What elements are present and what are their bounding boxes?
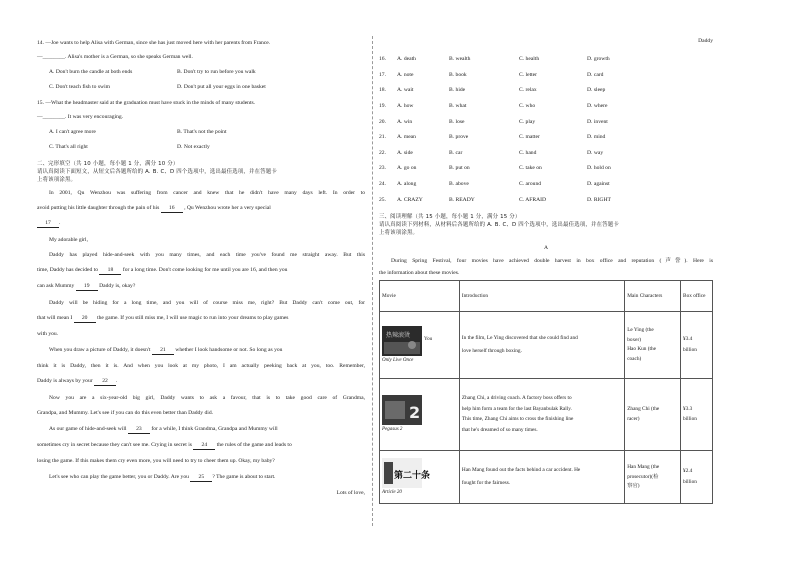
q15-option-d[interactable]: D. Not exactly — [177, 144, 210, 150]
section3-title: 三、阅读理解（共 15 小题，每小题 1 分，满分 15 分） — [379, 213, 521, 220]
svg-text:热辣滚烫: 热辣滚烫 — [386, 331, 411, 339]
option-b[interactable]: B. wealth — [449, 56, 471, 63]
option-d[interactable]: D. sleep — [587, 87, 606, 94]
option-c[interactable]: C. health — [519, 56, 540, 63]
option-c[interactable]: C. play — [519, 118, 536, 125]
poster-image-only-live-once — [382, 326, 422, 356]
option-c[interactable]: C. who — [519, 103, 536, 110]
svg-text:2: 2 — [409, 403, 421, 423]
para7-line1: Let's see who can play the game better, you or Daddy. Are you 25 ? The game is about to start. — [49, 474, 276, 480]
q15-option-c[interactable]: C. That's all right — [49, 144, 88, 150]
table-header-row — [380, 280, 713, 311]
col-header-introduction: Introduction — [459, 280, 624, 311]
poster-image-article-20 — [382, 458, 431, 488]
section2-instruction: 请认真阅读下面短文，从短文后各题所给的 A. B. C、D 四个选项中，选出最佳选项，并在答题卡 — [37, 169, 277, 175]
box-office-cell: ¥3.4 billion — [681, 311, 713, 378]
box-office-cell: ¥2.4 billion — [681, 450, 713, 503]
option-c[interactable]: C. around — [519, 181, 542, 188]
option-d[interactable]: D. card — [587, 71, 604, 78]
movie-title: Pegasus 2 — [382, 427, 403, 433]
cloze-option-row — [379, 130, 713, 146]
cloze-option-row — [379, 68, 713, 84]
blank-18[interactable]: 18 — [99, 267, 121, 275]
intro-cell: In the film, Le Ying discovered that she could find and love herself through boxing. — [459, 311, 624, 378]
letter-greeting: My adorable girl, — [49, 237, 88, 243]
option-a[interactable]: A. along — [397, 181, 417, 188]
option-d[interactable]: D. against — [587, 181, 610, 188]
section2-title: 二、完形填空（共 10 小题，每小题 1 分，满分 10 分） — [37, 161, 179, 167]
box-office-cell: ¥3.3 billion — [681, 378, 713, 450]
cloze-option-row — [379, 83, 713, 99]
q14-stem: 14. —Joe wants to help Alisa with German, since she has just moved here with her parents from France. — [37, 40, 271, 46]
movie-title: Only Live Once — [382, 357, 414, 363]
para6-line1: As our game of hide-and-seek will 23 for a while, I think Grandma, Grandpa and Mummy will — [49, 426, 278, 432]
para5-line2: Grandpa, and Mummy. Let's see if you can do this even better than Daddy did. — [37, 410, 214, 416]
option-d[interactable]: D. where — [587, 103, 608, 110]
option-b[interactable]: B. book — [449, 71, 467, 78]
option-b[interactable]: B. prove — [449, 134, 469, 141]
poster-side-text: You — [424, 337, 433, 343]
option-c[interactable]: C. letter — [519, 71, 538, 78]
option-a[interactable]: A. death — [397, 56, 416, 63]
para3-line2: that will mean I 20 the game. If you still miss me, I will use magic to run into your dreams to play games — [37, 315, 289, 321]
option-a[interactable]: A. CRAZY — [397, 196, 423, 203]
table-row — [380, 378, 713, 450]
option-c[interactable]: C. relax — [519, 87, 537, 94]
question-number: 21. — [379, 134, 386, 141]
para1-line1: In 2001, Qu Wenzhou was suffering from cancer and knew that he didn't have many days left. In order to — [49, 190, 365, 196]
question-number: 20. — [379, 118, 386, 125]
option-d[interactable]: D. hold on — [587, 165, 611, 172]
cloze-option-row — [379, 192, 713, 208]
option-a[interactable]: A. side — [397, 149, 413, 156]
movie-cell — [380, 311, 460, 378]
q15-option-a[interactable]: A. I can't agree more — [49, 129, 96, 135]
option-b[interactable]: B. hide — [449, 87, 466, 94]
col-header-movie: Movie — [380, 280, 460, 311]
para1-line2: avoid putting his little daughter through the pain of his 16 , Qu Wenzhou wrote her a very special — [37, 205, 271, 211]
q14-options-row1 — [37, 69, 365, 76]
blank-21[interactable]: 21 — [152, 347, 174, 355]
table-row — [380, 450, 713, 503]
question-number: 19. — [379, 103, 386, 110]
left-column — [37, 38, 365, 497]
movie-cell — [380, 450, 460, 503]
poster-image-pegasus-2 — [382, 395, 422, 425]
option-c[interactable]: C. AFRAID — [519, 196, 547, 203]
option-a[interactable]: A. how — [397, 103, 414, 110]
characters-cell: Zhang Chi (the racer) — [625, 378, 681, 450]
col-header-characters: Main Characters — [625, 280, 681, 311]
q14-option-b[interactable]: B. Don't try to run before you walk — [177, 69, 256, 75]
option-a[interactable]: A. go on — [397, 165, 417, 172]
option-b[interactable]: B. lose — [449, 118, 465, 125]
para6-line3: losing the game. If this makes them cry even more, you will need to try to cheer them up. Okay, my baby? — [37, 458, 275, 464]
letter-signature: Daddy — [698, 38, 713, 44]
section3-instruction-cont: 上将该项涂黑。 — [379, 229, 419, 236]
question-number: 25. — [379, 196, 386, 203]
svg-text:第二十条: 第二十条 — [394, 470, 431, 481]
option-c[interactable]: C. matter — [519, 134, 540, 141]
question-number: 23. — [379, 165, 386, 172]
q14-option-c[interactable]: C. Don't teach fish to swim — [49, 84, 110, 90]
blank-17[interactable]: 17 — [37, 220, 59, 228]
characters-cell: Han Mang (the prosecutor)(检 察官) — [625, 450, 681, 503]
para2-line1: Daddy has played hide-and-seek with you many times, and each time you've found me straight away. But this — [49, 252, 365, 258]
option-c[interactable]: C. take on — [519, 165, 542, 172]
option-c[interactable]: C. hand — [519, 149, 537, 156]
question-number: 18. — [379, 87, 386, 94]
option-b[interactable]: B. put on — [449, 165, 470, 172]
right-column — [379, 38, 713, 504]
para4-line1: When you draw a picture of Daddy, it doesn't 21 whether I look handsome or not. So long as you — [49, 347, 283, 353]
question-number: 24. — [379, 181, 386, 188]
section2-instruction-cont: 上将该项涂黑。 — [37, 177, 77, 183]
option-d[interactable]: D. RIGHT — [587, 196, 611, 203]
cloze-option-row — [379, 114, 713, 130]
para1-line3: 17 . — [37, 220, 365, 228]
option-d[interactable]: D. growth — [587, 56, 610, 63]
question-number: 22. — [379, 149, 386, 156]
movie-title: Article 20 — [382, 489, 402, 495]
option-a[interactable]: A. mean — [397, 134, 416, 141]
movie-cell — [380, 378, 460, 450]
q14-options-row2 — [37, 84, 365, 91]
cloze-option-row — [379, 99, 713, 115]
movie-table — [379, 280, 713, 504]
cloze-option-row — [379, 177, 713, 193]
blank-20[interactable]: 20 — [74, 315, 96, 323]
para2-line3: can ask Mummy 19 Daddy is, okay? — [37, 283, 136, 289]
para3-line1: Daddy will be hiding for a long time, and you will of course miss me, right? But Daddy can't come out, for — [49, 300, 365, 306]
para4-line2: think it is Daddy, then it is. And when you look at my photo, I am actually peeking back at you, too. Remember, — [37, 363, 365, 369]
letter-closing: Lots of love, — [336, 490, 365, 496]
cloze-options-list — [379, 38, 713, 208]
table-row — [380, 311, 713, 378]
column-divider — [372, 36, 373, 526]
blank-19[interactable]: 19 — [76, 283, 98, 291]
section3-instruction: 请认真阅读下列材料，从材料后各题所给的 A. B. C、D 四个选项中，选出最佳选项，并在答题卡 — [379, 221, 619, 228]
q15-stem: 15. —What the headmaster said at the graduation must have stuck in the minds of many students. — [37, 100, 256, 106]
para3-line3: with you. — [37, 331, 59, 337]
q14-option-d[interactable]: D. Don't put all your eggs in one basket — [177, 84, 266, 90]
question-number: 17. — [379, 71, 386, 78]
passage-intro-line1: During Spring Festival, four movies have achieved double harvest in box office and reputation (声誉). Here is — [391, 257, 713, 264]
cloze-option-row — [379, 52, 713, 68]
para5-line1: Now you are a six-year-old big girl, Daddy wants to ask a favour, that is to take good care of Grandma, — [49, 395, 365, 401]
para6-line2: sometimes cry in secret because they can't see me. Crying in secret is 24 the rules of the game and leads to — [37, 442, 292, 448]
option-a[interactable]: A. wait — [397, 87, 414, 94]
blank-23[interactable]: 23 — [128, 426, 150, 434]
option-d[interactable]: D. mind — [587, 134, 606, 141]
option-b[interactable]: B. READY — [449, 196, 475, 203]
intro-cell: Zhang Chi, a driving coach. A factory boss offers to help him form a team for the last Bayanbulak Rally. This time, Zhang Chi aims to cross the finishing line that he's dreamed of so many times. — [459, 378, 624, 450]
cloze-option-row — [379, 146, 713, 162]
option-d[interactable]: D. invent — [587, 118, 608, 125]
option-a[interactable]: A. note — [397, 71, 414, 78]
cloze-option-row — [379, 161, 713, 177]
option-b[interactable]: B. car — [449, 149, 463, 156]
blank-25[interactable]: 25 — [190, 474, 212, 482]
option-b[interactable]: B. above — [449, 181, 469, 188]
blank-24[interactable]: 24 — [193, 442, 215, 450]
q15-options-row2 — [37, 144, 365, 151]
passage-label: A — [543, 244, 549, 251]
q14-response: —________. Alisa's mother is a German, so she speaks German well. — [37, 54, 193, 60]
q15-option-b[interactable]: B. That's not the point — [177, 129, 227, 135]
para4-line3: Daddy is always by your 22 . — [37, 378, 118, 384]
col-header-box-office: Box office — [681, 280, 713, 311]
q15-options-row1 — [37, 129, 365, 136]
q14-option-a[interactable]: A. Don't burn the candle at both ends — [49, 69, 133, 75]
option-b[interactable]: B. what — [449, 103, 467, 110]
passage-intro-line2: the information about these movies. — [379, 269, 460, 276]
question-number: 16. — [379, 56, 386, 63]
blank-16[interactable]: 16 — [161, 205, 183, 213]
option-d[interactable]: D. way — [587, 149, 604, 156]
blank-22[interactable]: 22 — [94, 378, 116, 386]
q15-response: —________. It was very encouraging. — [37, 114, 124, 120]
option-a[interactable]: A. win — [397, 118, 413, 125]
para2-line2: time, Daddy has decided to 18 for a long time. Don't come looking for me until you are 16, and then you — [37, 267, 288, 273]
intro-cell: Han Mang found out the facts behind a car accident. He fought for the fairness. — [459, 450, 624, 503]
characters-cell: Le Ying (the boxer) Hao Kun (the coach) — [625, 311, 681, 378]
